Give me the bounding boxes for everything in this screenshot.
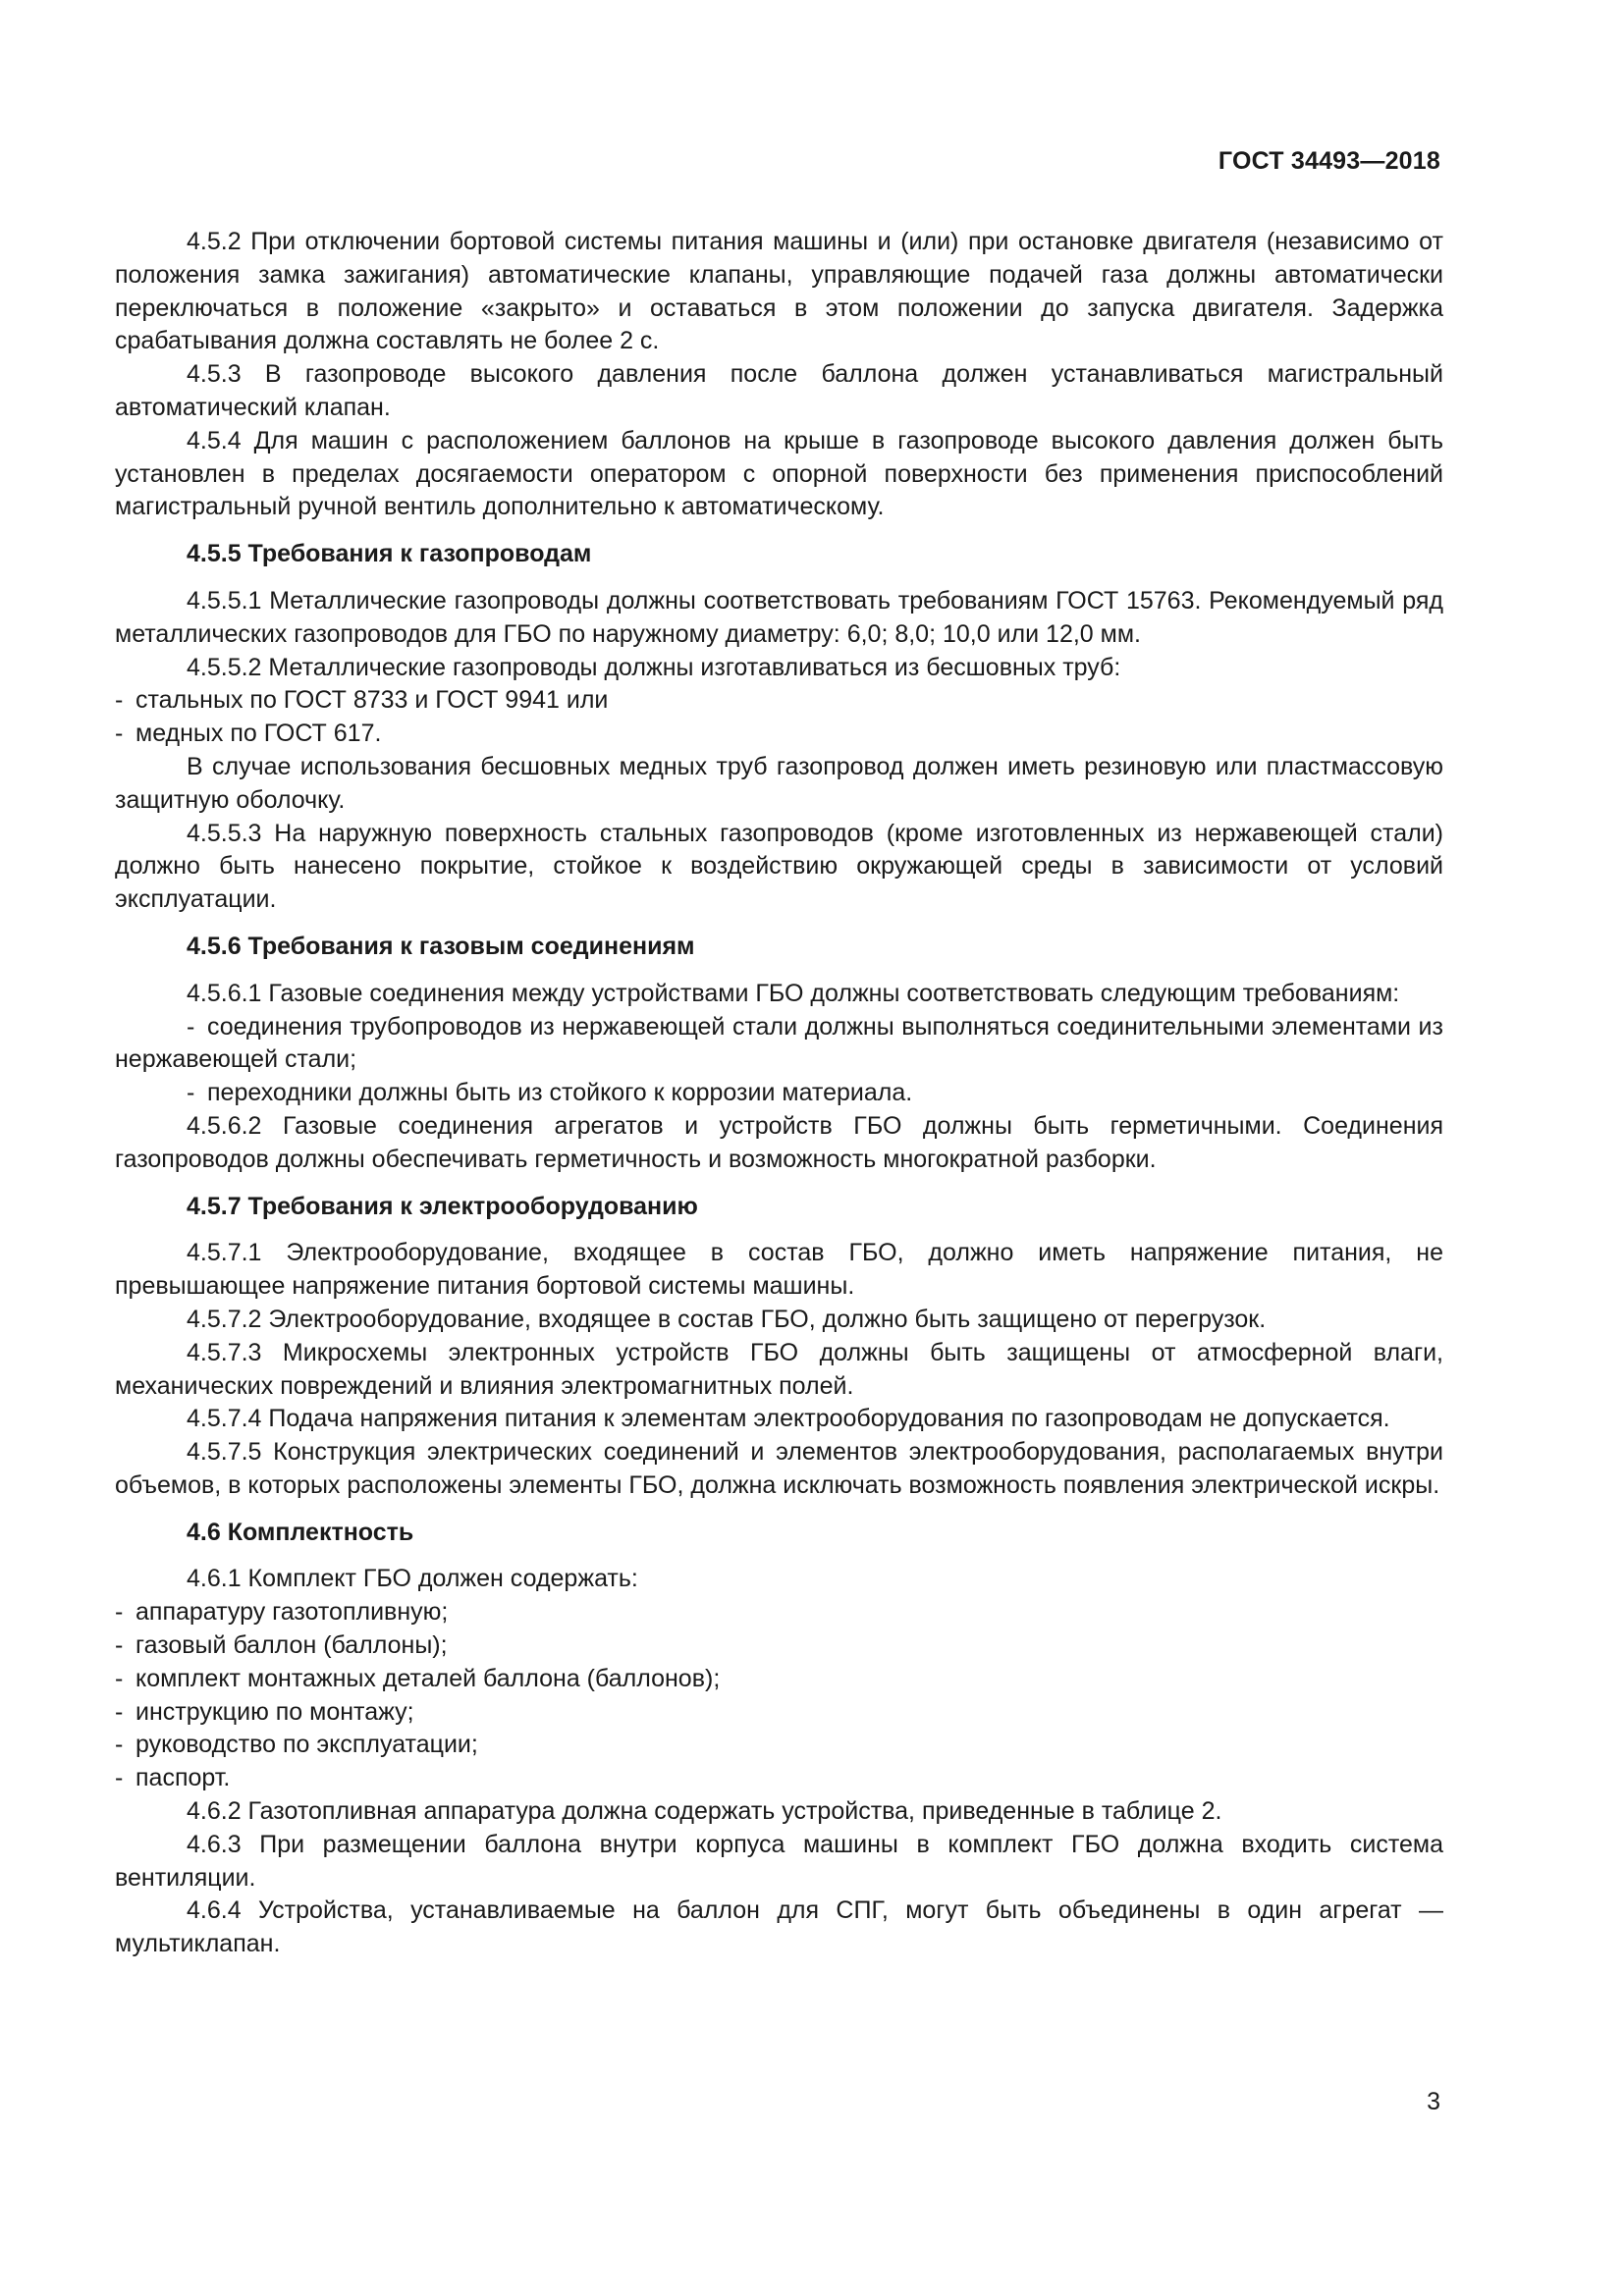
page-number: 3 (1427, 2088, 1440, 2115)
paragraph: 4.5.7.1 Электрооборудование, входящее в состав ГБО, должно иметь напряжение питания, не превышающее напряжение питания бортовой системы машины. (115, 1239, 1443, 1301)
list-item (115, 1077, 1443, 1110)
paragraph: 4.5.3 В газопроводе высокого давления после баллона должен устанавливаться магистральный автоматический клапан. (115, 360, 1443, 421)
list-item-text: газовый баллон (баллоны); (135, 1631, 448, 1660)
list-dash: - (115, 1664, 124, 1692)
paragraph: 4.5.5.3 На наружную поверхность стальных газопроводов (кроме изготовленных из нержавеющей стали) должно быть нанесено покрытие, стойкое к воздействию окружающей среды в зависимости от условий эксплуатации. (115, 819, 1443, 914)
list-item (115, 1596, 1443, 1629)
paragraph: 4.6.2 Газотопливная аппаратура должна содержать устройства, приведенные в таблице 2. (187, 1797, 1222, 1826)
paragraph: 4.6.4 Устройства, устанавливаемые на баллон для СПГ, могут быть объединены в один агрегат — мультиклапан. (115, 1896, 1443, 1958)
section-heading: 4.5.6 Требования к газовым соединениям (187, 932, 695, 960)
list-dash: - (115, 686, 124, 715)
paragraph: 4.5.6.1 Газовые соединения между устройствами ГБО должны соответствовать следующим требованиям: (187, 979, 1400, 1007)
section-heading: 4.5.7 Требования к электрооборудованию (187, 1192, 698, 1220)
paragraph: В случае использования бесшовных медных труб газопровод должен иметь резиновую или пластмассовую защитную оболочку. (115, 752, 1443, 814)
paragraph: 4.5.5.1 Металлические газопроводы должны соответствовать требованиям ГОСТ 15763. Рекомендуемый ряд металлических газопроводов для ГБО по наружному диаметру: 6,0; 8,0; 10,0 или 12,0 мм. (115, 586, 1443, 648)
list-item (115, 1729, 1443, 1762)
list-item-text: инструкцию по монтажу; (135, 1697, 414, 1726)
list-dash: - (115, 1764, 124, 1792)
list-dash: - (187, 1079, 195, 1107)
list-dash: - (115, 1598, 124, 1627)
section-heading: 4.6 Комплектность (187, 1518, 414, 1546)
paragraph: 4.6.3 При размещении баллона внутри корпуса машины в комплект ГБО должна входить система вентиляции. (115, 1830, 1443, 1892)
paragraph: 4.5.4 Для машин с расположением баллонов на крыше в газопроводе высокого давления должен быть установлен в пределах досягаемости оператором с опорной поверхности без применения приспособлений магистральный ручной вентиль дополнительно к автоматическому. (115, 426, 1443, 521)
list-dash: - (115, 1697, 124, 1726)
paragraph: 4.5.7.5 Конструкция электрических соединений и элементов электрооборудования, располагаемых внутри объемов, в которых расположены элементы ГБО, должна исключать возможность появления электрической искры. (115, 1438, 1443, 1499)
list-item-text: медных по ГОСТ 617. (135, 720, 382, 748)
list-item-text: соединения трубопроводов из нержавеющей стали должны выполняться соединительными элементами из нержавеющей стали; (115, 1012, 1443, 1074)
paragraph: 4.5.7.3 Микросхемы электронных устройств ГБО должны быть защищены от атмосферной влаги, механических повреждений и влияния электромагнитных полей. (115, 1338, 1443, 1400)
list-item (115, 718, 1443, 751)
paragraph: 4.5.7.4 Подача напряжения питания к элементам электрооборудования по газопроводам не допускается. (187, 1405, 1390, 1433)
list-item-text: руководство по эксплуатации; (135, 1731, 478, 1759)
list-item-text: переходники должны быть из стойкого к коррозии материала. (207, 1079, 913, 1107)
list-item-text: комплект монтажных деталей баллона (баллонов); (135, 1664, 721, 1692)
list-item (115, 1011, 1443, 1078)
section-heading: 4.5.5 Требования к газопроводам (187, 540, 592, 568)
list-item (115, 1762, 1443, 1795)
list-dash: - (115, 1631, 124, 1660)
list-item-text: стальных по ГОСТ 8733 и ГОСТ 9941 или (135, 686, 609, 715)
list-dash: - (115, 1731, 124, 1759)
list-item (115, 1696, 1443, 1730)
list-item (115, 684, 1443, 718)
paragraph: 4.5.5.2 Металлические газопроводы должны изготавливаться из бесшовных труб: (187, 653, 1121, 681)
paragraph: 4.5.2 При отключении бортовой системы питания машины и (или) при остановке двигателя (независимо от положения замка зажигания) автоматические клапаны, управляющие подачей газа должны автоматически переключаться в положение «закрыто» и оставаться в этом положении до запуска двигателя. Задержка срабатывания должна составлять не более 2 с. (115, 228, 1443, 355)
list-dash: - (187, 1012, 195, 1041)
list-dash: - (115, 720, 124, 748)
list-item-text: паспорт. (135, 1764, 231, 1792)
list-item (115, 1629, 1443, 1663)
list-item (115, 1663, 1443, 1696)
paragraph: 4.5.7.2 Электрооборудование, входящее в состав ГБО, должно быть защищено от перегрузок. (187, 1305, 1267, 1333)
list-item-text: аппаратуру газотопливную; (135, 1598, 449, 1627)
paragraph: 4.5.6.2 Газовые соединения агрегатов и устройств ГБО должны быть герметичными. Соединения газопроводов должны обеспечивать герметичность и возможность многократной разборки. (115, 1111, 1443, 1173)
standard-designation: ГОСТ 34493—2018 (1218, 147, 1440, 175)
paragraph: 4.6.1 Комплект ГБО должен содержать: (187, 1565, 638, 1593)
document-body (115, 226, 1443, 1961)
